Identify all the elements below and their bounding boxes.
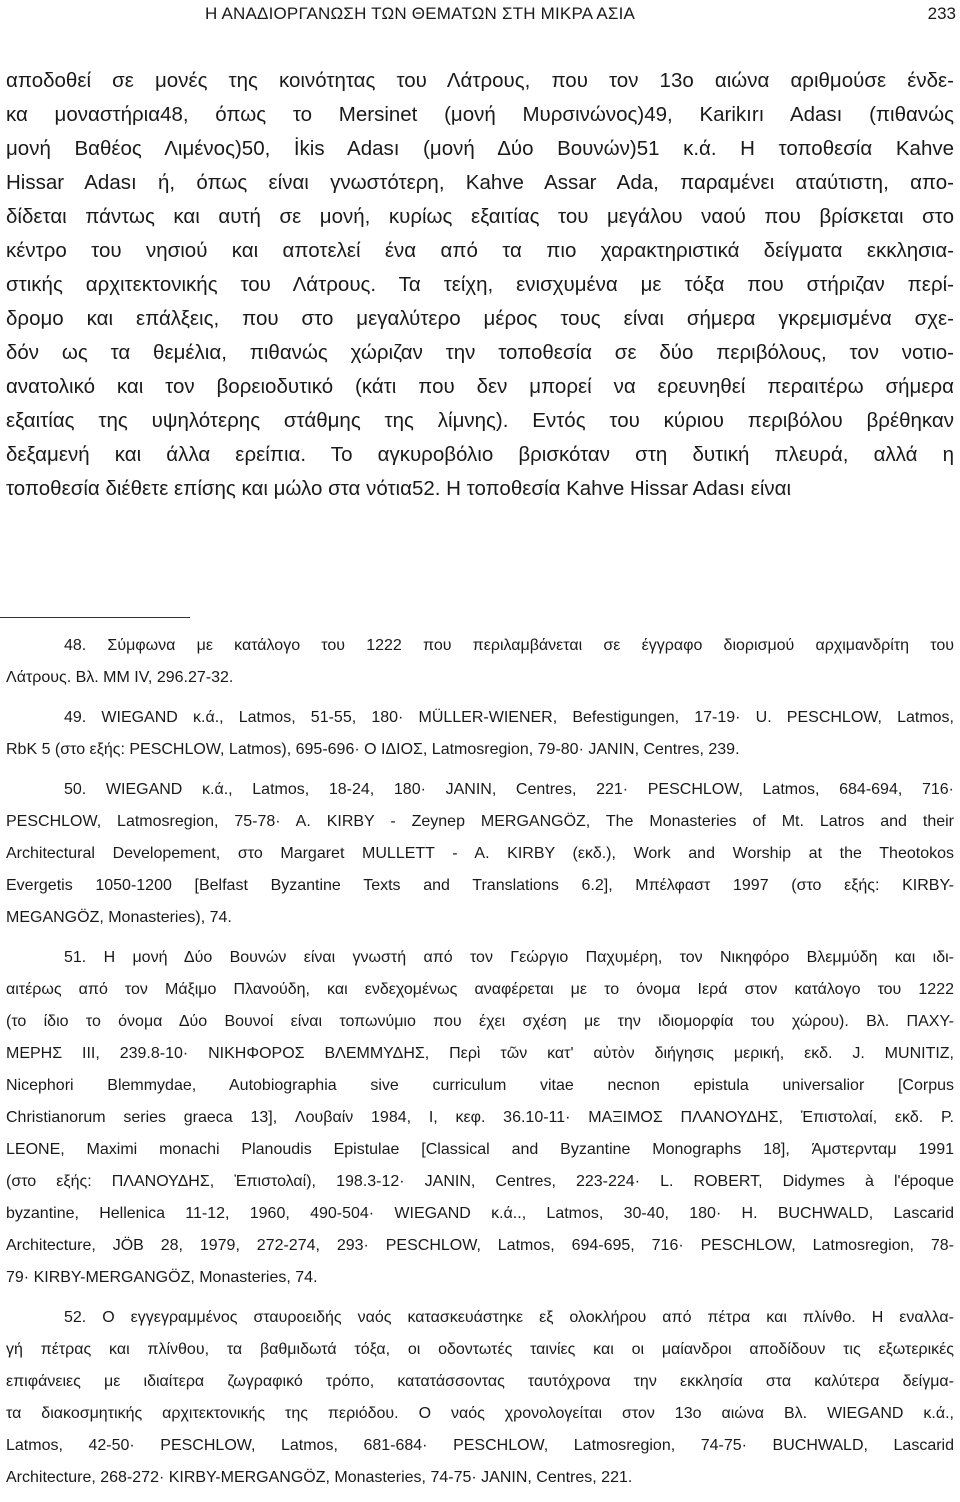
footnote-line: 50. WIEGAND κ.ά., Latmos, 18-24, 180· JANIN, Centres, 221· PESCHLOW, Latmos, 684-694, 716· bbox=[64, 781, 954, 798]
footnote-line: επιφάνειες με ιδιαίτερα ζωγραφικό τρόπο, κατατάσσοντας ταυτόχρονα την εκκλησία στα καλύτερα δείγμα- bbox=[6, 1373, 954, 1390]
main-body-text bbox=[6, 64, 954, 506]
body-line: αποδοθεί σε μονές της κοινότητας του Λάτρους, που τον 13ο αιώνα αριθμούσε ένδε- bbox=[6, 69, 954, 92]
footnote-line: τα διακοσμητικής αρχιτεκτονικής της περιόδου. Ο ναός χρονολογείται στον 13ο αιώνα Βλ. WIEGAND κ.ά., bbox=[6, 1405, 954, 1422]
body-line: στικής αρχιτεκτονικής του Λάτρους. Τα τείχη, ενισχυμένα με τόξα που στήριζαν περί- bbox=[6, 273, 954, 296]
footnote-line: Evergetis 1050-1200 [Belfast Byzantine Texts and Translations 6.2], Μπέλφαστ 1997 (στο εξής: KIRBY- bbox=[6, 877, 954, 894]
footnote-line: γή πέτρας και πλίνθου, τα βαθμιδωτά τόξα, οι οδοντωτές ταινίες και οι μαίανδροι αποδίδουν τις εξωτερικές bbox=[6, 1341, 954, 1358]
body-line: εξαιτίας της υψηλότερης στάθμης της λίμνης). Εντός του κύριου περιβόλου βρέθηκαν bbox=[6, 409, 954, 432]
footnote-line: 79· KIRBY-MERGANGÖZ, Monasteries, 74. bbox=[6, 1269, 318, 1286]
body-line: κέντρο του νησιού και αποτελεί ένα από τα πιο χαρακτηριστικά δείγματα εκκλησια- bbox=[6, 239, 954, 262]
running-header-title: Η ΑΝΑΔΙΟΡΓΑΝΩΣΗ ΤΩΝ ΘΕΜΑΤΩΝ ΣΤΗ ΜΙΚΡΑ ΑΣΙΑ bbox=[205, 4, 636, 23]
body-line: μονή Βαθέος Λιμένος)50, İkis Adası (μονή Δύο Βουνών)51 κ.ά. Η τοποθεσία Kahve bbox=[6, 137, 954, 160]
footnote-49 bbox=[6, 702, 954, 766]
page-number: 233 bbox=[927, 4, 956, 23]
footnote-line: αιτέρως από τον Μάξιμο Πλανούδη, και ενδεχομένως αναφέρεται με το όνομα Ιερά στον κατάλογο του 1222 bbox=[6, 981, 954, 998]
footnote-line: (το ίδιο το όνομα Δύο Βουνοί είναι τοπωνύμιο που έχει σχέση με την ιδιομορφία του χώρου). Βλ. ΠΑΧΥ- bbox=[6, 1013, 954, 1030]
footnote-line: 48. Σύμφωνα με κατάλογο του 1222 που περιλαμβάνεται σε έγγραφο διορισμού αρχιμανδρίτη του bbox=[64, 637, 954, 654]
footnote-line: Nicephori Blemmydae, Autobiographia sive curriculum vitae necnon epistula universalior [Corpus bbox=[6, 1077, 954, 1094]
body-line: Hissar Adası ή, όπως είναι γνωστότερη, Kahve Assar Ada, παραμένει αταύτιστη, απο- bbox=[6, 171, 954, 194]
footnotes bbox=[6, 630, 954, 1502]
footnote-line: Architectural Developement, στο Margaret MULLETT - A. KIRBY (εκδ.), Work and Worship at the Theotokos bbox=[6, 845, 954, 862]
footnote-divider bbox=[0, 617, 190, 618]
footnote-line: Λάτρους. Βλ. MM IV, 296.27-32. bbox=[6, 669, 234, 686]
body-line: δίδεται πάντως και αυτή σε μονή, κυρίως εξαιτίας του μεγάλου ναού που βρίσκεται στο bbox=[6, 205, 954, 228]
footnote-line: ΜΕΡΗΣ III, 239.8-10· ΝΙΚΗΦΟΡΟΣ ΒΛΕΜΜΥΔΗΣ, Περὶ τῶν κατ' αὐτὸν διήγησις μερική, εκδ. J. MUNITIZ, bbox=[6, 1045, 954, 1062]
footnote-line: 49. WIEGAND κ.ά., Latmos, 51-55, 180· MÜLLER-WIENER, Befestigungen, 17-19· U. PESCHLOW, Latmos, bbox=[64, 709, 954, 726]
footnote-48 bbox=[6, 630, 954, 694]
footnote-line: PESCHLOW, Latmosregion, 75-78· A. KIRBY - Zeynep MERGANGÖZ, The Monasteries of Mt. Latros and their bbox=[6, 813, 954, 830]
footnote-52 bbox=[6, 1302, 954, 1494]
footnote-line: MEGANGÖZ, Monasteries), 74. bbox=[6, 909, 232, 926]
footnote-51 bbox=[6, 942, 954, 1294]
footnote-line: byzantine, Hellenica 11-12, 1960, 490-504· WIEGAND κ.ά.., Latmos, 30-40, 180· H. BUCHWALD, Lascarid bbox=[6, 1205, 954, 1222]
footnote-line: Architecture, JÖB 28, 1979, 272-274, 293· PESCHLOW, Latmos, 694-695, 716· PESCHLOW, Latmosregion, 78- bbox=[6, 1237, 954, 1254]
body-line: δρομο και επάλξεις, που στο μεγαλύτερο μέρος τους είναι σήμερα γκρεμισμένα σχε- bbox=[6, 307, 954, 330]
footnote-line: Latmos, 42-50· PESCHLOW, Latmos, 681-684· PESCHLOW, Latmosregion, 74-75· BUCHWALD, Lascarid bbox=[6, 1437, 954, 1454]
footnote-line: RbK 5 (στο εξής: PESCHLOW, Latmos), 695-696· Ο ΙΔΙΟΣ, Latmosregion, 79-80· JANIN, Centres, 239. bbox=[6, 741, 740, 758]
footnote-line: 51. Η μονή Δύο Βουνών είναι γνωστή από τον Γεώργιο Παχυμέρη, τον Νικηφόρο Βλεμμύδη και ιδι- bbox=[64, 949, 954, 966]
footnote-line: Architecture, 268-272· KIRBY-MERGANGÖZ, Monasteries, 74-75· JANIN, Centres, 221. bbox=[6, 1469, 633, 1486]
body-line: δόν ως τα θεμέλια, πιθανώς χώριζαν την τοποθεσία σε δύο περιβόλους, τον νοτιο- bbox=[6, 341, 954, 364]
footnote-50 bbox=[6, 774, 954, 934]
body-line: δεξαμενή και άλλα ερείπια. Το αγκυροβόλιο βρισκόταν στη δυτική πλευρά, αλλά η bbox=[6, 443, 954, 466]
running-header bbox=[0, 2, 960, 32]
body-line: κα μοναστήρια48, όπως το Mersinet (μονή Μυρσινώνος)49, Karikırı Adası (πιθανώς bbox=[6, 103, 954, 126]
footnote-line: LEONE, Maximi monachi Planoudis Epistulae [Classical and Byzantine Monographs 18], Άμστερνταμ 1991 bbox=[6, 1141, 954, 1158]
footnote-line: (στο εξής: ΠΛΑΝΟΥΔΗΣ, Ἐπιστολαί), 198.3-12· JANIN, Centres, 223-224· L. ROBERT, Didymes à l'époque bbox=[6, 1173, 954, 1190]
footnote-line: 52. Ο εγγεγραμμένος σταυροειδής ναός κατασκευάστηκε εξ ολοκλήρου από πέτρα και πλίνθο. Η εναλλα- bbox=[64, 1309, 954, 1326]
body-line: τοποθεσία διέθετε επίσης και μώλο στα νότια52. Η τοποθεσία Kahve Hissar Adası είναι bbox=[6, 477, 792, 500]
footnote-line: Christianorum series graeca 13], Λουβαίν 1984, I, κεφ. 36.10-11· ΜΑΞΙΜΟΣ ΠΛΑΝΟΥΔΗΣ, Ἐπιστολαί, εκδ. P. bbox=[6, 1109, 954, 1126]
body-line: ανατολικό και τον βορειοδυτικό (κάτι που δεν μπορεί να ερευνηθεί περαιτέρω σήμερα bbox=[6, 375, 954, 398]
